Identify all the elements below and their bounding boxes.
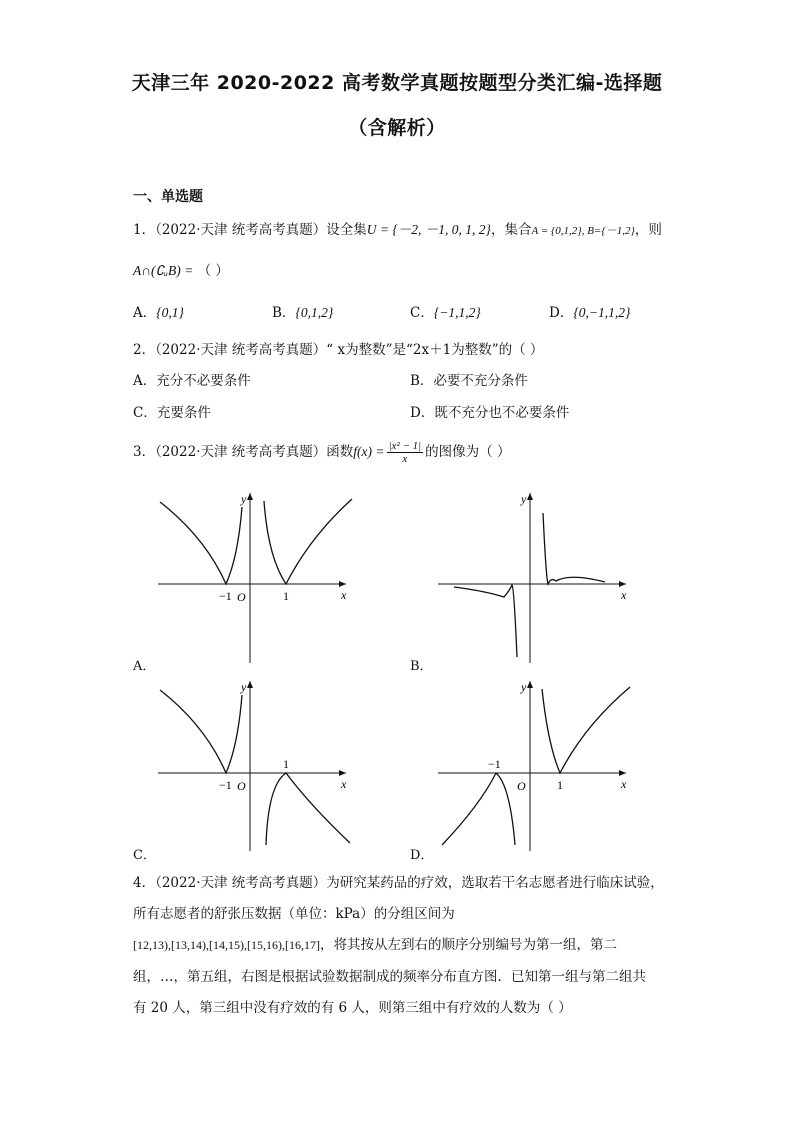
graph-b-label: B．	[410, 659, 433, 674]
question-4-stem-5: 有 20 人，第三组中没有疗效的有 6 人，则第三组中有疗效的人数为（ ）	[133, 1000, 572, 1016]
svg-text:y: y	[521, 492, 527, 506]
q2-option-c[interactable]: C．充要条件	[133, 405, 211, 421]
origin-label: O	[237, 590, 246, 604]
graph-d-label: D．	[410, 848, 434, 863]
graph-a-label: A．	[133, 659, 156, 674]
question-4-stem-4: 组，…，第五组，右图是根据试验数据制成的频率分布直方图．已知第一组与第二组共	[133, 969, 646, 985]
svg-text:1: 1	[283, 757, 289, 771]
q1-option-c[interactable]: C．{−1,1,2}	[410, 305, 481, 321]
set-a-b: A = {0,1,2}, B={－1,2}	[531, 225, 635, 237]
q2-option-a[interactable]: A．充分不必要条件	[133, 373, 251, 389]
q2-option-b[interactable]: B．必要不充分条件	[410, 373, 528, 389]
graph-d[interactable]	[430, 675, 640, 855]
set-expression: A∩(∁ᵤB) =	[133, 263, 194, 278]
svg-text:−1: −1	[488, 757, 501, 771]
svg-text:−1: −1	[219, 778, 232, 792]
question-3-stem: 3．（2022·天津 统考高考真题）函数f(x) = $\frac{\text{|x² − 1|}}{x}$ 的图像为（ ）	[133, 440, 511, 465]
q1-option-a[interactable]: A．{0,1}	[133, 305, 184, 321]
graph-b[interactable]	[430, 487, 640, 667]
svg-text:x: x	[341, 777, 347, 791]
svg-text:x: x	[621, 588, 627, 602]
function-fraction: $\frac{\text{|x² − 1|}}{x}$	[388, 440, 422, 465]
q1-option-d[interactable]: D．{0,−1,1,2}	[549, 305, 631, 321]
function-lhs: f(x) =	[353, 444, 385, 459]
question-1-stem: 1．（2022·天津 统考高考真题）设全集U = {－2, －1, 0, 1, 2}，集合A = {0,1,2}, B={－1,2}，则	[133, 222, 662, 238]
question-4-stem-3: [12,13),[13,14),[14,15),[15,16),[16,17]，将其按从左到右的顺序分别编号为第一组，第二	[133, 937, 617, 953]
interval-list: [12,13),[13,14),[14,15),[15,16),[16,17]	[133, 938, 320, 952]
tick-neg1: −1	[219, 589, 232, 603]
x-axis-label: x	[341, 588, 347, 602]
question-2-stem: 2．（2022·天津 统考高考真题）“ x为整数”是“2x＋1为整数”的（ ）	[133, 342, 544, 358]
q2-option-d[interactable]: D．既不充分也不必要条件	[410, 405, 570, 421]
svg-text:y: y	[241, 680, 247, 694]
graph-a[interactable]	[150, 487, 360, 667]
svg-text:1: 1	[557, 778, 563, 792]
q1-option-b[interactable]: B．{0,1,2}	[272, 305, 334, 321]
graph-c-label: C．	[133, 848, 156, 863]
svg-text:O: O	[517, 779, 526, 793]
graph-c[interactable]	[150, 675, 360, 855]
question-4-stem-1: 4．（2022·天津 统考高考真题）为研究某药品的疗效，选取若干名志愿者进行临床试验，	[133, 875, 664, 891]
question-1-expr: A∩(∁ᵤB) = （ ）	[133, 263, 229, 279]
svg-text:O: O	[237, 779, 246, 793]
section-heading: 一、单选题	[133, 189, 203, 205]
y-axis-label: y	[241, 492, 247, 506]
question-4-stem-2: 所有志愿者的舒张压数据（单位：kPa）的分组区间为	[133, 906, 455, 922]
tick-pos1: 1	[283, 589, 289, 603]
page-subtitle: （含解析）	[348, 117, 446, 139]
svg-text:y: y	[521, 680, 527, 694]
svg-text:x: x	[621, 777, 627, 791]
set-u: U = {－2, －1, 0, 1, 2}	[366, 222, 491, 237]
page-title: 天津三年 2020-2022 高考数学真题按题型分类汇编-选择题	[131, 72, 663, 94]
